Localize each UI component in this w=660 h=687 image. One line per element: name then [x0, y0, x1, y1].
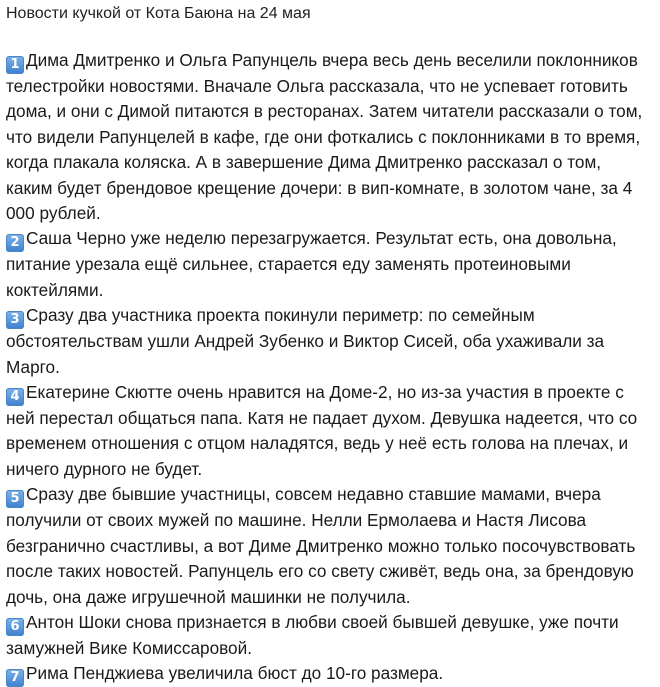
news-item-text: Дима Дмитренко и Ольга Рапунцель вчера весь день веселили поклонников телестройки новостями. Вначале Ольга рассказала, что не успевает готовить дома, и они с Димой питаются в ресторанах. Затем читатели рассказали о том, что видели Рапунцелей в кафе, где они фоткались с поклонниками в то время, когда плакала коляска. А в завершение Дима Дмитренко рассказал о том, каким будет брендовое крещение дочери: в вип-комнате, в золотом чане, за 4 000 рублей. [6, 50, 643, 224]
article-title: Новости кучкой от Кота Баюна на 24 мая [6, 5, 311, 22]
keycap-digit-4-icon: 4 [6, 388, 24, 406]
keycap-digit-2-icon: 2 [6, 234, 24, 252]
news-item-text: Сразу две бывшие участницы, совсем недавно ставшие мамами, вчера получили от своих мужей по машине. Нелли Ермолаева и Настя Лисова безгранично счастливы, а вот Диме Дмитренко можно только посочувствовать после таких новостей. Рапунцель его со свету сживёт, ведь она, за брендовую дочь, она даже игрушечной машинки не получила. [6, 484, 636, 607]
keycap-digit-7-icon: 7 [6, 669, 24, 687]
news-item-1 [6, 48, 652, 226]
news-item-text: Саша Черно уже неделю перезагружается. Результат есть, она довольна, питание урезала ещё сильнее, старается еду заменять протеиновыми коктейлями. [6, 228, 617, 300]
news-item-6 [6, 610, 652, 661]
news-item-7 [6, 661, 652, 687]
keycap-digit-6-icon: 6 [6, 618, 24, 636]
news-item-text: Екатерине Скютте очень нравится на Доме-2, но из-за участия в проекте с ней перестал общаться папа. Катя не падает духом. Девушка надеется, что со временем отношения с отцом наладятся, ведь у неё есть голова на плечах, и ничего дурного не будет. [6, 382, 638, 479]
news-item-2 [6, 226, 652, 303]
keycap-digit-3-icon: 3 [6, 311, 24, 329]
news-item-text: Антон Шоки снова признается в любви своей бывшей девушке, уже почти замужней Вике Комиссаровой. [6, 611, 619, 658]
keycap-digit-5-icon: 5 [6, 490, 24, 508]
news-item-5 [6, 482, 652, 610]
news-list [6, 48, 652, 687]
news-item-text: Рима Пенджиева увеличила бюст до 10-го размера. [26, 663, 444, 684]
keycap-digit-1-icon: 1 [6, 56, 24, 74]
news-item-3 [6, 303, 652, 380]
news-item-4 [6, 380, 652, 482]
news-item-text: Сразу два участника проекта покинули периметр: по семейным обстоятельствам ушли Андрей Зубенко и Виктор Сисей, оба ухаживали за Марго. [6, 305, 605, 377]
